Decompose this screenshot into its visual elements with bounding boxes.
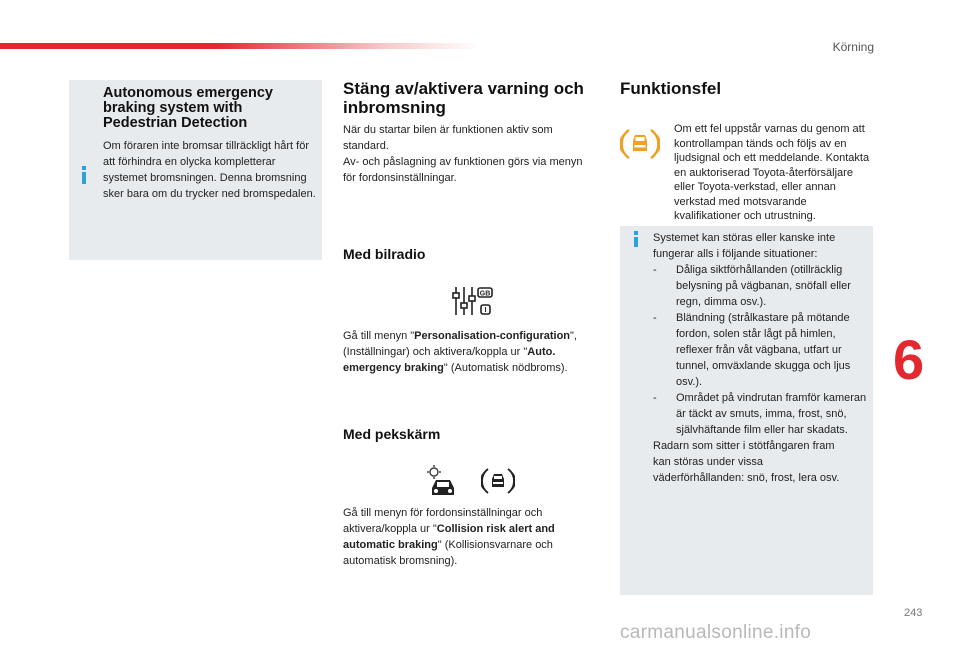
limitations-intro: Systemet kan störas eller kanske inte fungerar alls i följande situationer: bbox=[653, 232, 836, 260]
gb-label: GB bbox=[479, 290, 491, 298]
list-item bbox=[653, 310, 873, 390]
page-number: 243 bbox=[904, 607, 923, 619]
touch-instructions bbox=[343, 505, 593, 569]
info-box-limitations bbox=[620, 226, 873, 595]
list-bullet: - bbox=[653, 312, 657, 324]
section-title: Körning bbox=[832, 40, 874, 54]
radio-text-1: Gå till menyn " bbox=[343, 330, 415, 342]
list-item bbox=[653, 262, 873, 310]
touch-text-2: " (Kollisionsvarnare och automatisk bromsning). bbox=[343, 539, 553, 567]
list-item-text: Bländning (strålkastare på mötande fordon, solen står lågt på himlen, reflexer från våt vägbana, utfart ur tunnel, omväxlande skugga och ljus osv.). bbox=[676, 312, 851, 388]
radio-option-name: Auto. emergency braking bbox=[343, 346, 556, 374]
car-settings-icon bbox=[424, 464, 460, 498]
info-icon bbox=[82, 172, 86, 184]
info-icon bbox=[634, 237, 638, 247]
subheading-radio: Med bilradio bbox=[343, 246, 426, 262]
list-item-text: Området på vindrutan framför kameran är täckt av smuts, imma, frost, snö, självhäftande film eller har skadats. bbox=[676, 392, 867, 436]
info-box-aeb bbox=[69, 80, 322, 260]
warning-lamp-icon bbox=[620, 126, 660, 162]
section-heading-fault: Funktionsfel bbox=[620, 79, 722, 98]
fault-text: Om ett fel uppstår varnas du genom att kontrollampan tänds och följs av en ljudsignal och ett meddelande. Kontakta en auktoriserad Toyota-återförsäljare eller Toyota-verkstad, eller annan verkstad med motsvarande kvalifikationer och utrustning. bbox=[674, 123, 870, 222]
watermark: carmanualsonline.info bbox=[620, 622, 812, 643]
intro-text-2: Av- och påslagning av funktionen görs via menyn för fordonsinställningar. bbox=[343, 156, 583, 184]
settings-sliders-icon bbox=[452, 285, 494, 317]
radio-text-3: " (Automatisk nödbroms). bbox=[443, 362, 568, 374]
section-heading-toggle: Stäng av/aktivera varning och inbromsning bbox=[343, 79, 584, 117]
list-bullet: - bbox=[653, 392, 657, 404]
i-label: I bbox=[484, 307, 487, 314]
chapter-number: 6 bbox=[893, 328, 925, 391]
header-stripe bbox=[0, 43, 480, 49]
collision-alert-icon bbox=[481, 465, 515, 497]
radio-instructions bbox=[343, 328, 603, 376]
radar-note: Radarn som sitter i stötfångaren fram kan störas under vissa väderförhållanden: snö, frost, lera osv. bbox=[653, 440, 840, 484]
touch-option-name: Collision risk alert and automatic braking bbox=[343, 523, 555, 551]
list-bullet: - bbox=[653, 264, 657, 276]
list-item-text: Dåliga siktförhållanden (otillräcklig belysning på vägbanan, snöfall eller regn, dimma osv.). bbox=[676, 264, 851, 308]
list-item bbox=[653, 390, 873, 438]
intro-text-1: När du startar bilen är funktionen aktiv som standard. bbox=[343, 124, 553, 152]
radio-menu-name: Personalisation-configuration bbox=[414, 330, 571, 342]
touch-text-1: Gå till menyn för fordonsinställningar och aktivera/koppla ur " bbox=[343, 507, 543, 535]
subheading-touchscreen: Med pekskärm bbox=[343, 426, 441, 442]
info-box-title: Autonomous emergency braking system with Pedestrian Detection bbox=[103, 85, 273, 131]
info-box-text: Om föraren inte bromsar tillräckligt hårt för att förhindra en olycka kompletterar systemet bromsningen. Denna bromsning sker bara om du trycker ned bromspedalen. bbox=[103, 140, 316, 200]
radio-text-2: ", (Inställningar) och aktivera/koppla ur " bbox=[343, 330, 577, 358]
